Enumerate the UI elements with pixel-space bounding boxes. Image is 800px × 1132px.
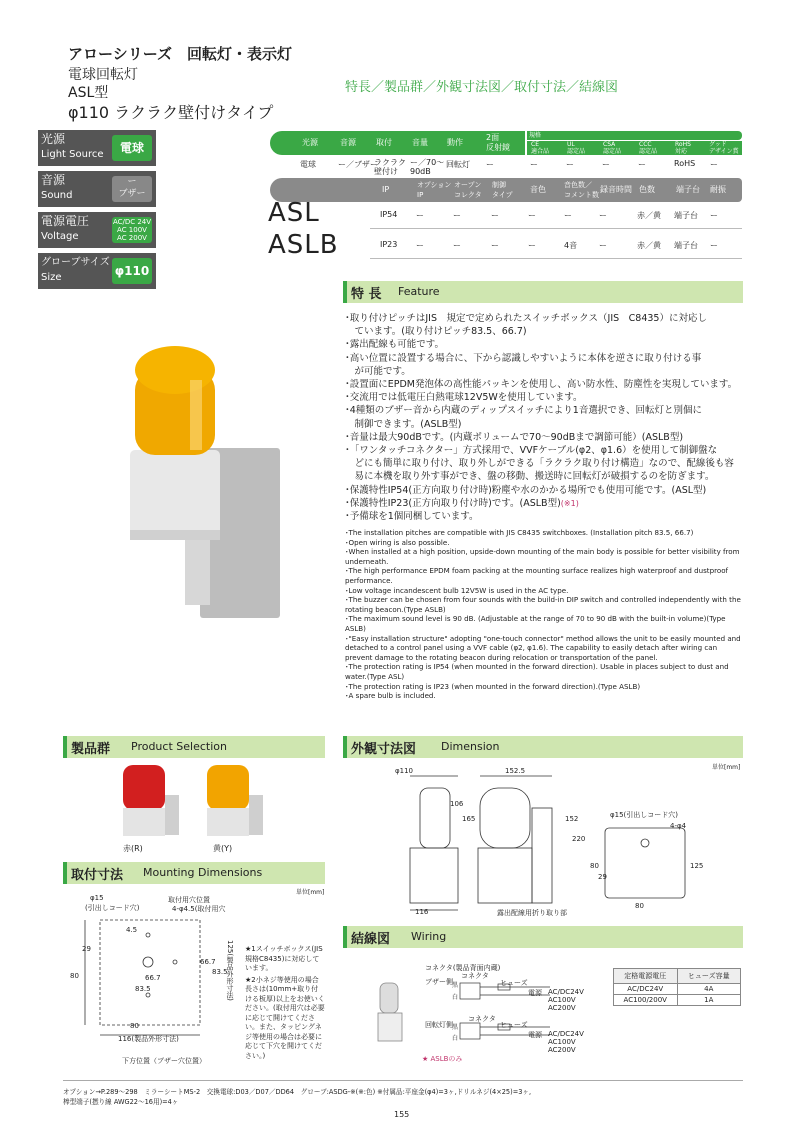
spec-label-en: Size [41, 272, 62, 283]
mount-label: 80 [130, 1022, 139, 1030]
dim-label: 29 [598, 873, 607, 881]
aslb-row [380, 240, 742, 252]
feature-line: ･「ワンタッチコネクター」方式採用で、VVFケーブル(φ2、φ1.6）を使用して制御盤な どにも簡単に取り付け、取り外しができる「ラクラク取り付け構造」なので、配線後も容 易に本機を取り外す事ができ、盤の移動、搬送時に回転灯が破損するのを防ぎます。 [345, 445, 734, 483]
asl-row [380, 210, 742, 222]
feature-line: ･取り付けピッチはJIS 規定で定められたスイッチボックス（JIS C8435）に対応し ています。(取り付けピッチ83.5、66.7) [345, 313, 707, 338]
cell: ー [491, 211, 499, 220]
dim-label: φ15(引出しコード穴) [610, 811, 678, 819]
cell: IP23 [380, 240, 398, 249]
header-cell: 規格 [529, 132, 542, 139]
spec-label: 電源電圧 [41, 214, 90, 228]
header-cell: CE 適合品 [531, 141, 550, 155]
product-variants [115, 760, 285, 840]
cell: ー／70～ 90dB [410, 158, 445, 176]
wiring-label: コネクタ [461, 972, 489, 980]
dim-label: 106 [450, 800, 464, 808]
cell: 端子台 [674, 241, 698, 250]
dim-label: 152.5 [505, 767, 526, 775]
feature-en [345, 528, 745, 701]
fuse-cell: AC100/200V [614, 995, 678, 1005]
feature-line-en: ･The buzzer can be chosen from four sounds with the build-in DIP switch and controlled independently with the rotating beacon.(Type ASLB) [345, 595, 741, 614]
dim-front-globe [420, 788, 450, 848]
dim-label: 125 [690, 862, 704, 870]
wiring-label: ヒューズ [500, 1021, 528, 1029]
dim-label: 165 [462, 815, 476, 823]
feature-line-en: ･Low voltage incandescent bulb 12V5W is used in the AC type. [345, 585, 569, 595]
mount-note: ★1スイッチボックス(JIS規格C8435)に対応しています。 [245, 945, 323, 972]
header-cell: 制御 タイプ [492, 181, 513, 199]
cell: RoHS [674, 159, 696, 168]
spec-label: 光源 [41, 132, 66, 146]
fuse-header-cell: ヒューズ容量 [687, 972, 730, 980]
mount-label: 83.5 [212, 968, 228, 976]
mount-label: (引出しコード穴) [85, 904, 140, 912]
cell: ー [528, 211, 536, 220]
feature-line: ･保護特性IP23(正方向取り付け時)です。(ASLB型) [345, 497, 561, 509]
standards-header [527, 131, 742, 140]
wiring-header [343, 926, 743, 948]
dim-cord-hole [641, 839, 649, 847]
mount-label: 83.5 [135, 985, 151, 993]
cell: ー [528, 241, 536, 250]
dimension-drawing [380, 768, 700, 918]
cell: ー [638, 160, 646, 169]
wiring-label: 電源 [528, 989, 542, 997]
feature-line-en: ･When installed at a high position, upside-down mounting of the main body is possible for better visibility from underneath. [345, 547, 740, 566]
dim-label: 220 [572, 835, 586, 843]
header-cell: 音源 [340, 138, 356, 147]
cell: ー [602, 160, 610, 169]
spec-value: 電球 [112, 135, 152, 161]
mount-note: ★2小ネジ等使用の場合長さは(10mm+取り付ける板厚)以上をお使いください。(取付用穴は必要に応じて開けてください。また、タッピングネジ等使用の場合は必要に応じて下穴を開けてください。) [245, 975, 325, 1060]
section-stub [343, 281, 347, 303]
mount-label: 4.5 [126, 926, 138, 934]
fuse-table-header [614, 969, 740, 984]
mount-label: 下方位置（ブザー穴位置） [122, 1057, 206, 1065]
feature-title-en: Feature [398, 285, 440, 298]
feature-line: ･音量は最大90dBです。(内蔵ボリュームで70～90dBまで調節可能）(ASLB型) [345, 431, 684, 443]
mounting-header [63, 862, 325, 884]
globe-highlight [190, 380, 202, 450]
connector-box [460, 983, 480, 999]
spec-label: グローブサイズ [41, 257, 110, 268]
dim-label: φ110 [395, 767, 413, 775]
cell: 赤／黄 [637, 241, 661, 250]
variant-red-bracket [165, 795, 179, 835]
dim-label: 80 [590, 862, 599, 870]
feature-line: ･4種類のブザー音から内蔵のディップスイッチにより1音選択でき、回転灯と別個に 制御できます。(ASLB型) [345, 405, 702, 430]
wiring-label: 白 [452, 1035, 459, 1042]
wiring-label: 電源 [528, 1031, 542, 1039]
dim-side-globe [480, 788, 530, 848]
dimension-unit: 単位[mm] [712, 764, 741, 771]
variant-yellow-globe [207, 765, 249, 810]
feature-line: ･高い位置に設置する場合に、下から認識しやすいように本体を逆さに取り付ける事 が可能です。 [345, 352, 702, 377]
dimension-title: 外観寸法図 [351, 742, 417, 757]
mount-label: 取付用穴位置 [168, 896, 210, 904]
wiring-voltage: AC200V [548, 1004, 576, 1012]
cell: ラクラク 壁付け [374, 158, 406, 176]
fuse-table-row [614, 995, 740, 1005]
feature-line: ･予備球を1個同梱しています。 [345, 511, 479, 523]
variant-red-base [123, 808, 165, 836]
subtitle-bulb: 電球回転灯 [68, 67, 138, 83]
header-cell: 音色 [530, 185, 546, 194]
variant-yellow-label: 黄(Y) [213, 844, 233, 853]
wiring-aslb-note: ★ ASLBのみ [422, 1055, 463, 1063]
mount-label: 80 [70, 972, 79, 980]
dim-label: 80 [635, 902, 644, 910]
globe-top [135, 346, 215, 394]
feature-line: ･設置面にEPDM発泡体の高性能パッキンを使用し、高い防水性、防塵性を実現しています。 [345, 379, 738, 391]
header-cell: オープン コレクタ [454, 181, 482, 199]
spec-label-en: Voltage [41, 231, 79, 242]
mount-hole [173, 960, 177, 964]
cell: ー [710, 211, 718, 220]
cell: ー／ブザー [338, 160, 378, 169]
wiring-voltage: AC100V [548, 996, 576, 1004]
wiring-label: ヒューズ [500, 979, 528, 987]
header-cell: UL 認定品 [567, 141, 586, 155]
cell: 回転灯 [446, 160, 470, 169]
header-cell: CCC 認定品 [639, 141, 658, 155]
spec-label-en: Light Source [41, 149, 104, 160]
row-divider [370, 228, 742, 229]
spec-label: 音源 [41, 173, 66, 187]
header-cell: IP [382, 185, 390, 194]
feature-line-en: ･The maximum sound level is 90 dB. (Adjustable at the range of 70 to 90 dB with the built-in volume)(Type ASLB) [345, 614, 726, 633]
header-cell: 動作 [447, 138, 463, 147]
table1-header [270, 131, 525, 155]
mount-label: 66.7 [200, 958, 216, 966]
cell: ー [710, 160, 718, 169]
wiring-voltage: AC/DC24V [548, 1030, 584, 1038]
model-description: φ110 ラクラク壁付けタイプ [68, 103, 274, 122]
wiring-label: 回転灯側 [425, 1021, 453, 1029]
wiring-label: コネクタ(製品背面内蔵) [425, 964, 501, 972]
cell: ー [416, 211, 424, 220]
wiring-voltage: AC200V [548, 1046, 576, 1054]
wiring-voltage: AC100V [548, 1038, 576, 1046]
feature-line-en: ･A spare bulb is included. [345, 691, 436, 701]
wiring-label: ブザー側 [425, 978, 453, 986]
feature-note: (※1) [560, 498, 579, 508]
product-selection-title-en: Product Selection [131, 740, 227, 753]
feature-line: ･交流用では低電圧白熱電球12V5Wを使用しています。 [345, 392, 583, 404]
product-selection-title: 製品群 [71, 742, 111, 757]
cell: ー [416, 241, 424, 250]
cell: ー [486, 160, 494, 169]
cell: IP54 [380, 210, 398, 219]
wiring-product-base [378, 1013, 402, 1041]
wiring-product-icon [372, 975, 412, 1055]
feature-title: 特 長 [351, 287, 382, 302]
fuse-cell: 1A [704, 996, 714, 1004]
wiring-title: 結線図 [351, 932, 391, 947]
wiring-title-en: Wiring [411, 930, 447, 943]
dim-label: 露出配線用折り取り部 [497, 909, 567, 917]
cell: 端子台 [674, 211, 698, 220]
cell: ー [564, 211, 572, 220]
fuse-table-row [614, 984, 740, 995]
mount-label: φ15 [90, 894, 104, 902]
mount-label: 125(製品外形寸法) [226, 940, 234, 1001]
feature-line: ･保護特性IP54(正方向取り付け時)粉塵や水のかかる場所でも使用可能です。(ASL型) [345, 484, 707, 496]
wiring-label: 黒 [452, 982, 459, 989]
wiring-voltage: AC/DC24V [548, 988, 584, 996]
feature-line-en: ･The high performance EPDM foam packing at the mounting surface realizes high waterproof and dustproof performance. [345, 566, 729, 585]
feature-line-en: ･Open wiring is also possible. [345, 537, 450, 547]
feature-header [343, 281, 743, 303]
dimension-title-en: Dimension [441, 740, 500, 753]
cell: ー [599, 241, 607, 250]
cell: 赤／黄 [637, 211, 661, 220]
cell: ー [491, 241, 499, 250]
header-cell: 取付 [376, 138, 392, 147]
header-cell: 端子台 [676, 185, 700, 194]
product-photo [90, 320, 290, 630]
spec-label-en: Sound [41, 190, 73, 201]
spec-sound [38, 171, 156, 207]
spec-value: AC/DC 24V AC 100V AC 200V [112, 218, 152, 242]
feature-line-en: ･The protection rating is IP54 (when mounted in the forward direction). Usable in places subject to dust and water.(Type ASL) [345, 662, 729, 681]
cell: ー [453, 241, 461, 250]
cell: 電球 [300, 160, 316, 169]
table2-header [270, 178, 742, 202]
cell: ー [566, 160, 574, 169]
base [130, 450, 220, 540]
cell: ー [453, 211, 461, 220]
header-cell: RoHS 対応 [675, 141, 691, 155]
header-cell: オプション IP [417, 181, 452, 199]
header-cell: 色数 [639, 185, 655, 194]
wiring-voltages-2 [548, 1030, 584, 1054]
dim-side-bracket [532, 808, 552, 903]
header-cell: 音量 [412, 138, 428, 147]
cell: ー [530, 160, 538, 169]
cell: ー [710, 241, 718, 250]
header-cell: 2面 反射鏡 [486, 133, 510, 152]
model-asl: ASL [268, 198, 320, 228]
variant-yellow-base [207, 808, 249, 836]
feature-line-en: ･The installation pitches are compatible with JIS C8435 switchboxes. (Installation pitch 83.5, 66.7) [345, 528, 694, 537]
mounting-unit: 単位[mm] [296, 889, 325, 896]
section-stub [63, 862, 67, 884]
product-selection-header [63, 736, 325, 758]
feature-line-en: ･The protection rating is IP23 (when mounted in the forward direction).(Type ASLB) [345, 681, 641, 691]
header-cell: 録音時間 [600, 185, 632, 194]
mount-label: 29 [82, 945, 91, 953]
fuse-cell: 4A [704, 985, 714, 993]
mount-hole [146, 993, 150, 997]
variant-yellow-bracket [249, 795, 263, 835]
section-stub [343, 736, 347, 758]
header-cell: CSA 認定品 [603, 141, 622, 155]
wiring-voltages-1 [548, 988, 584, 1012]
mounting-notes [245, 945, 325, 1061]
mount-center-hole [143, 957, 153, 967]
spec-size [38, 253, 156, 289]
mount-label: 4-φ4.5(取付用穴 [172, 905, 226, 913]
header-cell: グッド デザイン賞 [709, 141, 739, 155]
dim-front-base [410, 848, 458, 903]
row-divider [370, 258, 742, 259]
mount-label: 66.7 [145, 974, 161, 982]
variant-red-label: 赤(R) [123, 844, 143, 853]
spec-light-source [38, 130, 156, 166]
mounting-title: 取付寸法 [71, 868, 124, 883]
connector-box [460, 1023, 480, 1039]
cell: 4音 [564, 241, 578, 250]
header-cell: 耐振 [710, 185, 726, 194]
header-cell: 音色数／ コメント数 [564, 181, 599, 199]
spec-value: φ110 [112, 258, 152, 284]
dim-side-base [478, 848, 532, 903]
feature-line-en: ･"Easy installation structure" adopting "one-touch connector" method allows the unit to be easily mounted and detached to a control panel using a VVF cable (φ2, φ1.6). The capability to easily detach after wiring can prevent damage to the rotating beacon during relocation or transportation of the panel. [345, 633, 741, 662]
spec-value: ー ブザー [112, 176, 152, 202]
mount-label: 116(製品外形寸法) [118, 1035, 179, 1043]
dim-rear-view [605, 828, 685, 898]
dim-label: 4-φ4 [670, 822, 687, 830]
variant-red-globe [123, 765, 165, 810]
fuse-header-cell: 定格電源電圧 [614, 969, 678, 983]
dimension-header [343, 736, 743, 758]
dim-label: 116 [415, 908, 429, 916]
footer-terminal: 棒型端子(撚り線 AWG22～16用)=4ヶ [63, 1098, 179, 1106]
model-type: ASL型 [68, 85, 109, 101]
fuse-table [613, 968, 741, 1006]
table1-row [290, 157, 742, 177]
section-nav[interactable]: 特長／製品群／外観寸法図／取付寸法／結線図 [345, 80, 619, 95]
feature-line: ･露出配線も可能です。 [345, 339, 444, 351]
spec-voltage [38, 212, 156, 248]
footer-divider [63, 1080, 743, 1081]
model-aslb: ASLB [268, 230, 339, 260]
wiring-product-globe [380, 983, 398, 1013]
mounting-title-en: Mounting Dimensions [143, 866, 263, 879]
header-cell: 光源 [302, 138, 318, 147]
footer-options: オプション→P.289～298 ミラーシートMS-2 交換電球:D03／D07／DD64 グローブ:ASDG-※(※:色) ※付属品:平座金(φ4)=3ヶ,ドリルネジ(4×25)=3ヶ, [63, 1088, 532, 1096]
base-ring [130, 530, 220, 540]
series-title: アローシリーズ 回転灯・表示灯 [68, 45, 292, 63]
wiring-label: 黒 [452, 1024, 459, 1031]
feature-jp [345, 312, 745, 523]
mount-hole [146, 933, 150, 937]
section-stub [63, 736, 67, 758]
wiring-label: 白 [452, 994, 459, 1001]
standards-subheader [527, 141, 742, 155]
cell: ー [599, 211, 607, 220]
wiring-label: コネクタ [468, 1015, 496, 1023]
fuse-cell: AC/DC24V [614, 984, 678, 994]
section-stub [343, 926, 347, 948]
dim-label: 152 [565, 815, 579, 823]
page-number: 155 [394, 1110, 410, 1119]
